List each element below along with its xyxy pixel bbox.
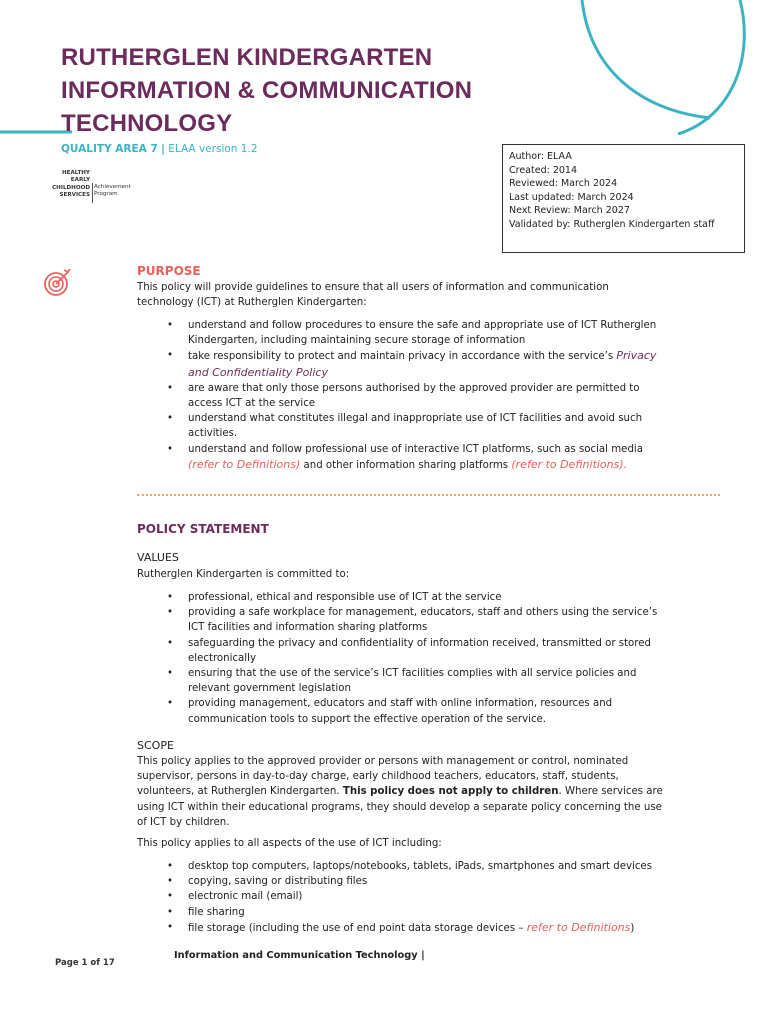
values-intro: Rutherglen Kindergarten is committed to: [137,569,350,580]
list-item: • desktop top computers, laptops/notebooks, tablets, iPads, smartphones and smart devices [137,859,697,874]
logo-divider [92,183,93,203]
logo-left-text: HEALTHY EARLY CHILDHOOD SERVICES [52,170,90,199]
document-title [61,41,531,140]
footer-title: Information and Communication Technology | [174,950,425,961]
title-line-1: RUTHERGLEN KINDERGARTEN [61,44,433,71]
list-item: • safeguarding the privacy and confidentiality of information received, transmitted or stored electronically [137,636,697,666]
purpose-heading: PURPOSE [137,264,201,278]
target-icon [42,266,72,298]
list-item: • ensuring that the use of the service’s ICT facilities complies with all service policies and relevant government legislation [137,666,697,696]
values-heading: VALUES [137,551,179,564]
info-last-updated: Last updated: March 2024 [509,191,634,203]
logo-right-text: Achievement Program [94,184,131,198]
quality-area-label: QUALITY AREA 7 [61,143,158,155]
list-item: • understand what constitutes illegal and inappropriate use of ICT facilities and avoid such activities. [137,411,697,441]
heas-logo [52,170,134,210]
list-item: • professional, ethical and responsible use of ICT at the service [137,590,697,605]
definitions-link[interactable]: (refer to Definitions). [511,457,628,471]
policy-statement-heading: POLICY STATEMENT [137,522,269,536]
list-item: • are aware that only those persons authorised by the approved provider are permitted to access ICT at the service [137,381,697,411]
list-item: • electronic mail (email) [137,889,697,904]
purpose-bullet-list [137,318,697,473]
purpose-intro: This policy will provide guidelines to ensure that all users of information and communication technology (ICT) at Rutherglen Kindergarten: [137,282,609,309]
info-author: Author: ELAA [509,151,572,162]
info-reviewed: Reviewed: March 2024 [509,178,618,189]
quality-area-line [61,143,258,155]
version-label: ELAA version 1.2 [168,143,258,155]
info-validated-by: Validated by: Rutherglen Kindergarten staff [509,218,715,230]
list-item: • take responsibility to protect and maintain privacy in accordance with the service’s Privacy and Confidentiality Policy [137,348,697,380]
privacy-policy-link-cont[interactable]: and Confidentiality Policy [188,365,328,379]
page-number: Page 1 of 17 [55,958,115,968]
separator: | [161,143,165,155]
scope-paragraph: This policy applies to the approved provider or persons with management or control, nominated supervisor, persons in day-to-day charge, early childhood teachers, educators, staff, students, volunteers, at Rutherglen Kindergarten. This policy does not apply to children. Where services are using ICT within their educational programs, they should develop a separate policy concerning the use of ICT by children. [137,756,663,828]
title-line-3: TECHNOLOGY [61,110,233,137]
definitions-link[interactable]: refer to Definitions [526,920,631,934]
definitions-link[interactable]: (refer to Definitions) [188,457,301,471]
info-created: Created: 2014 [509,164,577,176]
scope-heading: SCOPE [137,739,174,752]
list-item: • understand and follow procedures to ensure the safe and appropriate use of ICT Rutherglen Kindergarten, including maintaining secure storage of information [137,318,697,348]
aspects-bullet-list [137,859,697,936]
info-next-review: Next Review: March 2027 [509,205,630,216]
list-item: • understand and follow professional use of interactive ICT platforms, such as social media (refer to Definitions) and other information sharing platforms (refer to Definitions). [137,442,697,473]
document-info-box [502,144,745,253]
list-item: • providing a safe workplace for management, educators, staff and others using the service’s ICT facilities and information sharing platforms [137,605,697,635]
privacy-policy-link[interactable]: Privacy [616,349,657,363]
list-item: • file sharing [137,905,697,920]
values-bullet-list [137,590,697,727]
list-item: • copying, saving or distributing files [137,874,697,889]
scope-aspects-intro: This policy applies to all aspects of the use of ICT including: [137,838,442,849]
list-item: • file storage (including the use of end point data storage devices – refer to Definitions) [137,920,697,936]
title-line-2: INFORMATION & COMMUNICATION [61,77,473,104]
list-item: • providing management, educators and staff with online information, resources and communication tools to support the effective operation of the service. [137,696,697,726]
section-divider [137,494,720,496]
